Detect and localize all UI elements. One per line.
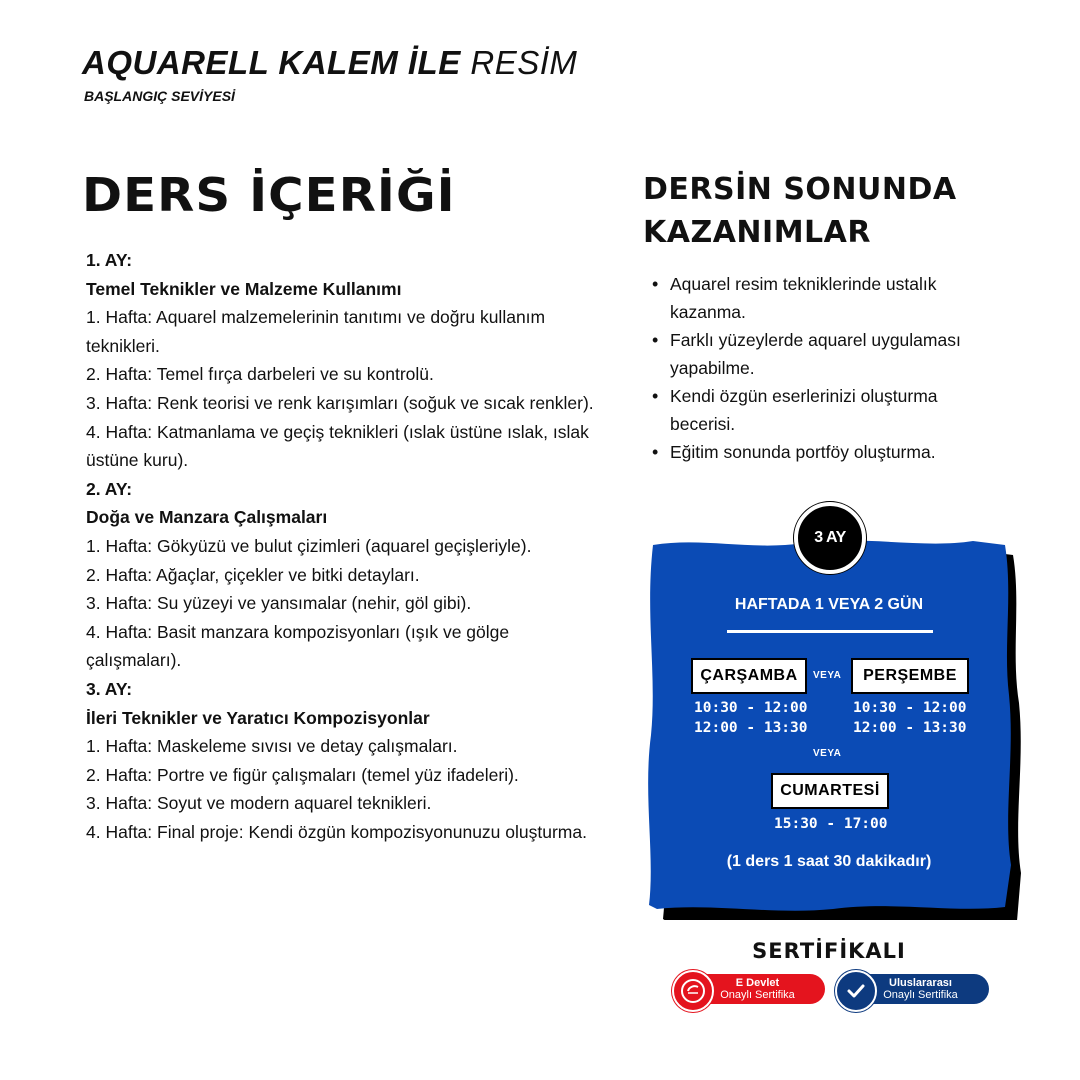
curriculum-week-item: 1. Hafta: Gökyüzü ve bulut çizimleri (aquarel geçişleriyle). — [86, 535, 532, 556]
title-bold: AQUARELL KALEM İLE — [82, 44, 461, 81]
divider-line — [727, 630, 933, 633]
outcome-item: • Eğitim sonunda portföy oluşturma. — [652, 438, 1002, 466]
or-label: VEYA — [813, 670, 842, 681]
wednesday-times — [694, 698, 808, 738]
or-label-2: VEYA — [813, 748, 842, 759]
outcome-item: • Farklı yüzeylerde aquarel uygulaması yapabilme. — [652, 326, 1002, 382]
day-saturday: CUMARTESİ — [771, 773, 889, 809]
time-slot: 15:30 - 17:00 — [774, 816, 888, 832]
edevlet-line2: Onaylı Sertifika — [720, 989, 795, 1001]
curriculum-section-heading: 3. AY: — [86, 678, 133, 699]
outcomes-heading-line1: DERSİN SONUNDA — [643, 172, 957, 207]
international-line1: Uluslararası — [889, 977, 952, 989]
saturday-times — [774, 814, 888, 834]
outcomes-heading-line2: KAZANIMLAR — [643, 215, 871, 250]
outcome-item: • Aquarel resim tekniklerinde ustalık kazanma. — [652, 270, 1002, 326]
curriculum-week-item: 3. Hafta: Soyut ve modern aquarel teknikleri. — [86, 793, 432, 814]
day-wednesday: ÇARŞAMBA — [691, 658, 807, 694]
edevlet-line1: E Devlet — [735, 977, 780, 989]
certificate-heading: SERTİFİKALI — [752, 939, 906, 963]
curriculum-week-item: 4. Hafta: Basit manzara kompozisyonları (ışık ve gölge çalışmaları). — [86, 621, 510, 671]
curriculum-section-heading: 1. AY: — [86, 250, 133, 270]
duration-badge: 3 AY — [794, 502, 866, 574]
international-line2: Onaylı Sertifika — [883, 989, 958, 1001]
edevlet-logo-icon — [672, 970, 714, 1012]
curriculum-week-item: 1. Hafta: Aquarel malzemelerinin tanıtımı ve doğru kullanım teknikleri. — [86, 307, 546, 356]
curriculum-section-heading: 2. AY: — [86, 478, 133, 499]
time-slot: 12:00 - 13:30 — [694, 720, 808, 736]
page-title — [82, 44, 577, 82]
level-subtitle: BAŞLANGIÇ SEVİYESİ — [84, 88, 235, 104]
curriculum-week-item: 2. Hafta: Temel fırça darbeleri ve su kontrolü. — [86, 364, 434, 385]
outcomes-list — [652, 270, 1002, 466]
thursday-times — [853, 698, 967, 738]
curriculum-week-item: 2. Hafta: Ağaçlar, çiçekler ve bitki detayları. — [86, 564, 420, 585]
curriculum-week-item: 3. Hafta: Su yüzeyi ve yansımalar (nehir, göl gibi). — [86, 593, 472, 614]
time-slot: 10:30 - 12:00 — [694, 700, 808, 716]
curriculum-week-item: 2. Hafta: Portre ve figür çalışmaları (temel yüz ifadeleri). — [86, 764, 519, 785]
curriculum-section-heading: İleri Teknikler ve Yaratıcı Kompozisyonlar — [86, 707, 430, 728]
curriculum-heading: DERS İÇERİĞİ — [82, 168, 456, 222]
title-light: RESİM — [470, 44, 578, 81]
curriculum-week-item: 1. Hafta: Maskeleme sıvısı ve detay çalışmaları. — [86, 736, 458, 757]
outcome-item: • Kendi özgün eserlerinizi oluşturma becerisi. — [652, 382, 1002, 438]
curriculum-section-heading: Doğa ve Manzara Çalışmaları — [86, 507, 328, 528]
curriculum-week-item: 3. Hafta: Renk teorisi ve renk karışımları (soğuk ve sıcak renkler). — [86, 392, 594, 413]
curriculum-week-item: 4. Hafta: Final proje: Kendi özgün kompozisyonunuzu oluşturma. — [86, 821, 587, 842]
frequency-text: HAFTADA 1 VEYA 2 GÜN — [734, 596, 924, 613]
day-thursday: PERŞEMBE — [851, 658, 969, 694]
curriculum-list — [86, 246, 596, 846]
lesson-duration-note: (1 ders 1 saat 30 dakikadır) — [726, 853, 932, 870]
outcomes-heading — [643, 168, 957, 254]
time-slot: 10:30 - 12:00 — [853, 700, 967, 716]
curriculum-week-item: 4. Hafta: Katmanlama ve geçiş teknikleri (ıslak üstüne ıslak, ıslak üstüne kuru). — [86, 421, 589, 471]
time-slot: 12:00 - 13:30 — [853, 720, 967, 736]
checkmark-icon — [835, 970, 877, 1012]
curriculum-section-heading: Temel Teknikler ve Malzeme Kullanımı — [86, 278, 402, 299]
